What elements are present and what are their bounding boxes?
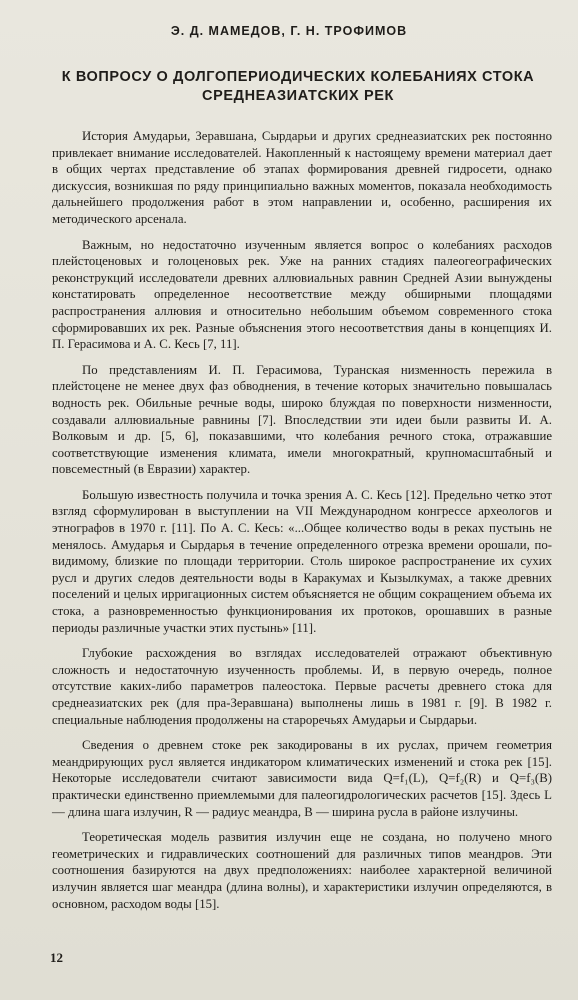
paragraph-6: Сведения о древнем стоке рек закодированы в их руслах, причем геометрия меандрирующих русл является индикатором климатических изменений и стока рек [15]. Некоторые исследователи считают зависимости вида Q=f₁(L), Q=f₂(R) и Q=f₃(B) практически единственно приемлемыми для палеогидрологических расчетов [15]. Здесь L — длина шага излучин, R — радиус меандра, B — ширина русла в районе излучины. — [52, 738, 552, 819]
article-authors: Э. Д. МАМЕДОВ, Г. Н. ТРОФИМОВ — [170, 24, 408, 38]
paragraph-5: Глубокие расхождения во взглядах исследователей отражают объективную сложность и недостаточную изученность проблемы. И, в первую очередь, полное отсутствие каких-либо параметров палеостока. Первые расчеты древнего стока для среднеазиатских рек (для пра-Зеравшана) выполнены лишь в 1981 г. [9]. В 1982 г. специальные наблюдения продолжены на староречьях Амударьи и Сырдарьи. — [52, 646, 552, 727]
paragraph-1: История Амударьи, Зеравшана, Сырдарьи и других среднеазиатских рек постоянно привлекает внимание исследователей. Накопленный к настоящему времени материал дает в общих чертах представление об этапах формирования древней гидросети, однако дискуссия, возникшая по ряду принципиально важных моментов, показала необходимость дальнейшего продолжения работ в этом направлении и, особенно, расширения их методического арсенала. — [52, 129, 552, 226]
article-body — [52, 128, 552, 921]
article-title-line-2: СРЕДНЕАЗИАТСКИХ РЕК — [202, 88, 394, 104]
article-title-line-1: К ВОПРОСУ О ДОЛГОПЕРИОДИЧЕСКИХ КОЛЕБАНИЯХ СТОКА — [61, 69, 535, 85]
article-title — [48, 68, 548, 106]
paragraph-4: Большую известность получила и точка зрения А. С. Кесь [12]. Предельно четко этот взгляд сформулирован в выступлении на VII Международном конгрессе археологов и этнографов в 1970 г. [11]. По А. С. Кесь: «...Общее количество воды в реках пустынь не менялось. Амударья и Сырдарья в течение определенного отрезка времени орошали, по-видимому, близкие по площади территории. Столь широкое распространение их сухих русл и других следов деятельности воды в Каракумах и Кызылкумах, а также древних поселений и целых ирригационных систем объясняется не общим сокращением объема их стока, а разновременностью функционирования их протоков, орошавших в разные периоды различные участки этих пустынь» [11]. — [52, 487, 552, 635]
paragraph-2: Важным, но недостаточно изученным является вопрос о колебаниях расходов плейстоценовых и голоценовых рек. Уже на ранних стадиях палеогеографических реконструкций исследователи древних аллювиальных равнин Средней Азии вынуждены констатировать определенное несоответствие между обширными площадями распространения аллювия и относительно небольшим объемом современного стока сформировавших их рек. Разные объяснения этого несоответствия даны в концепциях И. П. Герасимова и А. С. Кесь [7, 11]. — [52, 237, 552, 352]
page-number: 12 — [50, 950, 63, 965]
paragraph-3: По представлениям И. П. Герасимова, Туранская низменность пережила в плейстоцене не менее двух фаз обводнения, в течение которых значительно повышалась водность рек. Обильные речные воды, широко блуждая по поверхности низменности, создавали аллювиальные равнины [7]. Впоследствии эти идеи были развиты И. А. Волковым и др. [5, 6], показавшими, что колебания речного стока, отражавшие соответствующие изменения климата, имели многократный, крупномасштабный и повсеместный (в Евразии) характер. — [52, 362, 552, 477]
paragraph-7: Теоретическая модель развития излучин еще не создана, но получено много геометрических и гидравлических соотношений для различных типов меандров. Эти соотношения базируются на двух предположениях: наиболее характерной величиной излучин является шаг меандра (длина волны), и характеристики излучин определяются, в основном, расходом воды [15]. — [52, 830, 552, 911]
